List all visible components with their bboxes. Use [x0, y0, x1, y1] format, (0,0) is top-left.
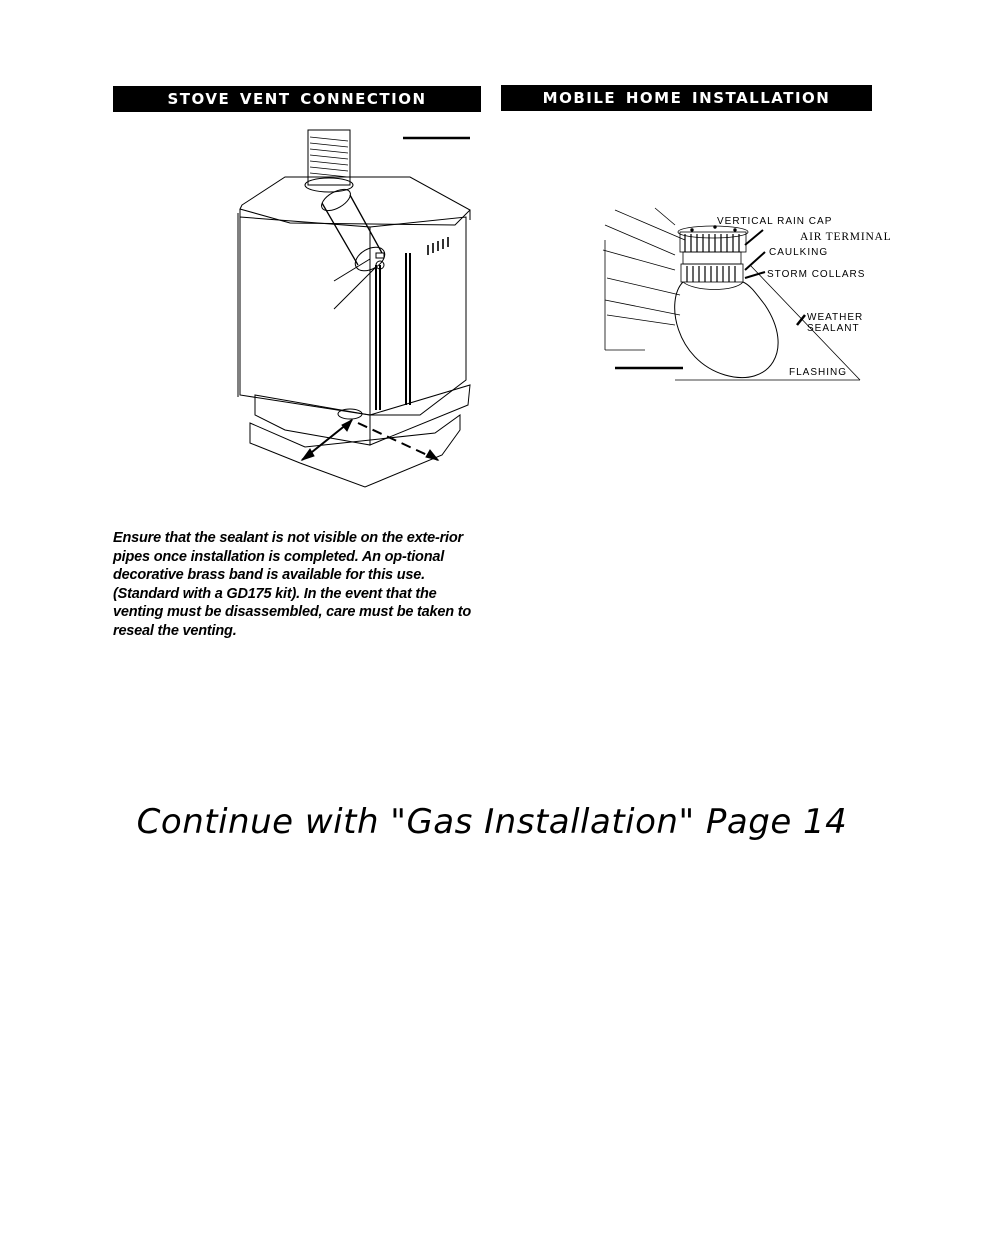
caulking-label: CAULKING	[769, 247, 829, 258]
air-terminal-label: AIR TERMINAL	[800, 231, 892, 243]
stove-vent-illustration	[230, 125, 480, 495]
flashing-label: FLASHING	[789, 367, 848, 378]
sealant-note: Ensure that the sealant is not visible on the exte-rior pipes once installation is completed. An op-tional decorative brass band is available for this use. (Standard with a GD175 kit). In the event that the venting must be disassembled, care must be taken to reseal the venting.	[113, 530, 472, 639]
continue-instruction: Continue with "Gas Installation" Page 14	[136, 802, 848, 842]
storm-collars-label: STORM COLLARS	[767, 269, 866, 280]
stove-vent-connection-header: STOVE VENT CONNECTION	[113, 86, 481, 112]
mobile-home-roof-illustration	[595, 200, 892, 390]
sealant-label: SEALANT	[807, 323, 860, 334]
weather-label: WEATHER	[807, 312, 864, 323]
mobile-home-installation-header: MOBILE HOME INSTALLATION	[501, 85, 872, 111]
vertical-rain-cap-label: VERTICAL RAIN CAP	[717, 216, 833, 227]
